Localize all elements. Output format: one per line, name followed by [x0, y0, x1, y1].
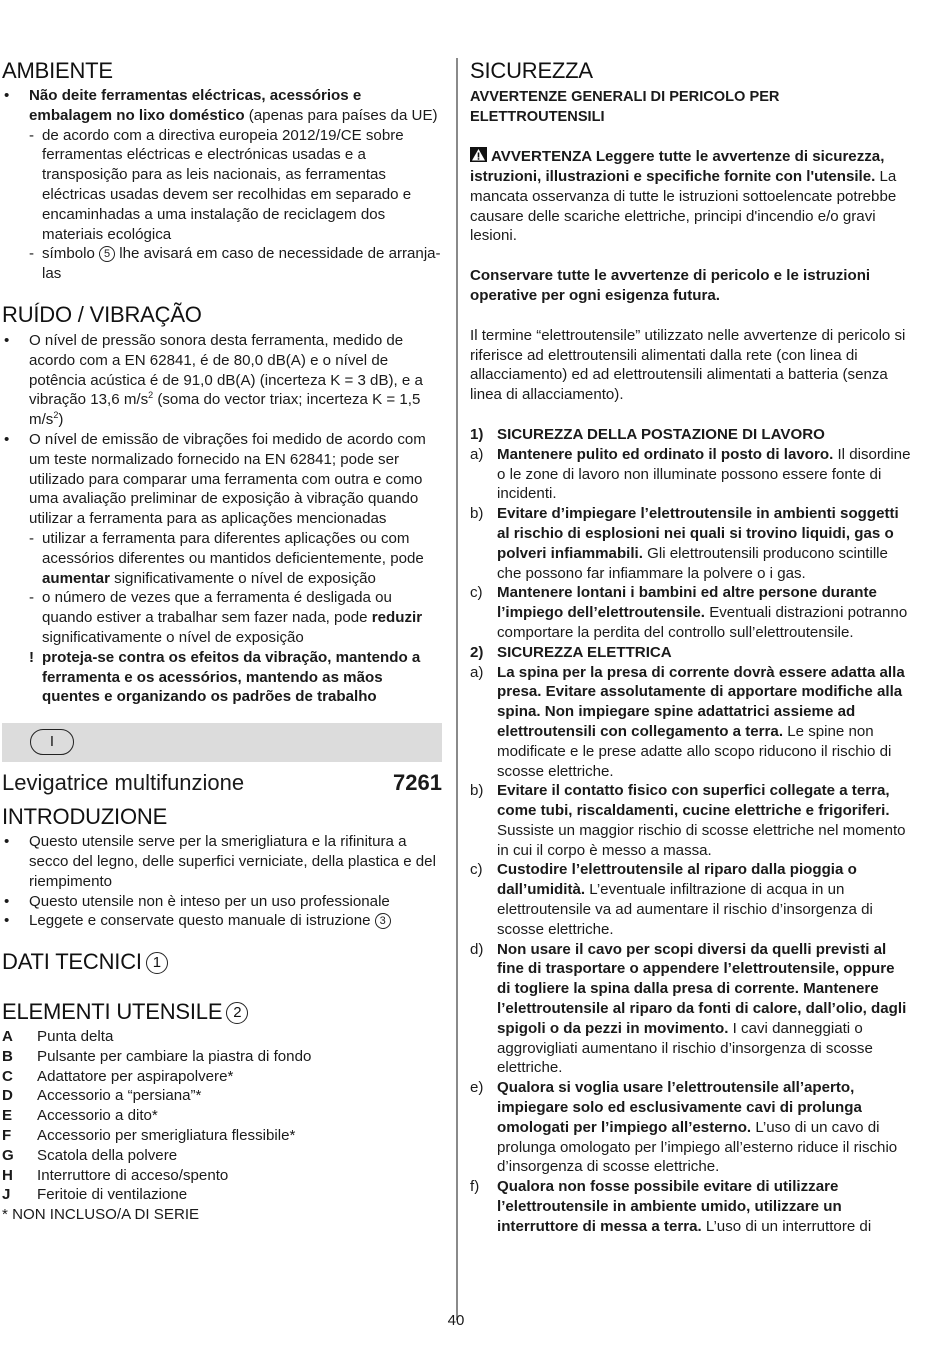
- callout-2-icon: 2: [226, 1002, 248, 1024]
- right-column: [470, 58, 912, 1237]
- parts-footnote: * NON INCLUSO/A DI SERIE: [2, 1206, 200, 1224]
- termine-paragraph: Il termine “elettroutensile” utilizzato nelle avvertenze di pericolo si riferisce ad elettroutensili alimentati dalla rete (con linea di allacciamento) ed ad elettroutensili alimentati a batteria (senza linea di allacciamento).: [470, 326, 906, 404]
- parts-row: G Scatola della polvere: [2, 1146, 178, 1164]
- parts-row: D Accessorio a “persiana”*: [2, 1087, 202, 1105]
- product-title-row: [2, 770, 442, 796]
- ambiente-bullet: • Não deite ferramentas eléctricas, acessórios e embalagem no lixo doméstico (apenas para países da UE): [2, 86, 442, 126]
- section-2-item-c: c) Custodire l’elettroutensile al riparo dalla pioggia o dall’umidità. L’eventuale infiltrazione di acqua in un elettroutensile va ad aumentare il rischio d’insorgenza di scosse elettriche.: [470, 861, 873, 938]
- section-1-item-c: c) Mantenere lontani i bambini ed altre persone durante l’impiego dell’elettroutensile. Eventuali distrazioni potranno comportare la perdita del controllo sull’elettroutensile.: [470, 584, 908, 641]
- ruido-heading: RUÍDO / VIBRAÇÃO: [2, 301, 202, 327]
- parts-row: C Adattatore per aspirapolvere*: [2, 1067, 234, 1085]
- language-bar: [2, 723, 442, 762]
- ruido-warning: ! proteja-se contra os efeitos da vibração, mantendo a ferramenta e os acessórios, mantendo as mãos quentes e organizando os padrões de trabalho: [29, 648, 421, 706]
- section-1-heading: 1) SICUREZZA DELLA POSTAZIONE DI LAVORO: [470, 425, 825, 443]
- warning-icon: [470, 147, 487, 162]
- section-1-item-a: a) Mantenere pulito ed ordinato il posto di lavoro. Il disordine o le zone di lavoro non illuminate possono essere fonte di incidenti.: [470, 445, 911, 503]
- parts-row: B Pulsante per cambiare la piastra di fondo: [2, 1047, 312, 1065]
- parts-row: F Accessorio per smerigliatura flessibile*: [2, 1127, 296, 1145]
- intro-heading: INTRODUZIONE: [2, 804, 168, 830]
- section-2-item-e: e) Qualora si voglia usare l’elettroutensile all’aperto, impiegare solo ed esclusivamente cavi di prolunga omologati per l’impiego all’esterno. L’uso di un cavo di prolunga omologato per l’impiego all’esterno riduce il rischio d’insorgenza di scosse elettriche.: [470, 1079, 898, 1176]
- conserve-paragraph: Conservare tutte le avvertenze di pericolo e le istruzioni operative per ogni esigenza futura.: [470, 267, 871, 304]
- ruido-bullet-2: • O nível de emissão de vibrações foi medido de acordo com um teste normalizado fornecido na EN 62841; pode ser utilizado para comparar uma ferramenta com outra e como uma avaliação preliminar de exposição à vibração quando utilizar a ferramenta para as aplicações mencionadas: [2, 430, 442, 529]
- ruido-bullet-1: • O nível de pressão sonora desta ferramenta, medido de acordo com a EN 62841, é de 80,0 dB(A) e o nível de potência acústica é de 91,0 dB(A) (incerteza K = 3 dB), e a vibração 13,6 $m/s^2$ (soma do vector triax; incerteza K = 1,5 $m/s^2$): [2, 331, 442, 430]
- parts-row: H Interruttore di acceso/spento: [2, 1166, 229, 1184]
- sicurezza-heading: SICUREZZA: [470, 58, 593, 83]
- parts-row: E Accessorio a dito*: [2, 1107, 158, 1125]
- parts-row: J Feritoie di ventilazione: [2, 1186, 188, 1204]
- language-badge: I: [30, 729, 74, 755]
- ruido-dash-2: - o número de vezes que a ferramenta é desligada ou quando estiver a trabalhar sem fazer nada, pode reduzir significativamente o nível de exposição: [29, 589, 423, 646]
- section-2-item-b: b) Evitare il contatto fisico con superfici collegate a terra, come tubi, riscaldamenti, cucine elettriche e frigoriferi. Sussiste un maggior rischio di scosse elettriche nel momento in cui il corpo è messo a massa.: [470, 782, 906, 859]
- product-code: 7261: [393, 770, 442, 796]
- column-divider: [456, 58, 458, 1320]
- callout-1-icon: 1: [146, 952, 168, 974]
- warning-paragraph: AVVERTENZA Leggere tutte le avvertenze di sicurezza, istruzioni, illustrazioni e specifiche fornite con l'utensile. La mancata osservanza di tutte le istruzioni sottoelencate potrebbe causare delle scariche elettriche, principi d'incendio e/o gravi lesioni.: [470, 148, 897, 245]
- section-2-item-d: d) Non usare il cavo per scopi diversi da quelli previsti al fine di trasportare o appendere l’elettroutensile, oppure di togliere la spina dalla presa di corrente. Mantenere l’elettroutensile al riparo da fonti di calore, dall’olio, dagli spigoli o da pezzi in movimento. I cavi danneggiati o aggrovigliati aumentano il rischio d’insorgenza di scosse elettriche.: [470, 940, 907, 1077]
- sicurezza-subtitle: AVVERTENZE GENERALI DI PERICOLO PER ELETTROUTENSILI: [470, 89, 780, 125]
- section-2-item-a: a) La spina per la presa di corrente dovrà essere adatta alla presa. Evitare assolutamente di apportare modifiche alla spina. Non impiegare spine adattatrici assieme ad elettroutensili con collegamento a terra. Le spine non modificate e le prese adatte allo scopo riducono il rischio di scosse elettriche.: [470, 663, 905, 780]
- intro-bullet-3: • Leggete e conservate questo manuale di istruzione 3: [2, 911, 442, 931]
- page-number: 40: [447, 1312, 465, 1329]
- callout-3-icon: 3: [375, 913, 391, 929]
- section-2-heading: 2) SICUREZZA ELETTRICA: [470, 643, 672, 661]
- elementi-heading: ELEMENTI UTENSILE 2: [2, 999, 442, 1025]
- ambiente-dash-1: - de acordo com a directiva europeia 2012/19/CE sobre ferramentas eléctricas e electrónicas usadas e a transposição para as leis nacionais, as ferramentas eléctricas usadas devem ser recolhidas em separado e encaminhadas a uma instalação de reciclagem dos materiais ecológica: [29, 126, 412, 243]
- parts-row: A Punta delta: [2, 1028, 114, 1046]
- ruido-dash-1: - utilizar a ferramenta para diferentes aplicações ou com acessórios diferentes ou mantidos deficientemente, pode aumentar significativamente o nível de exposição: [29, 529, 424, 587]
- ambiente-heading: AMBIENTE: [2, 58, 113, 83]
- ambiente-dash-2: - símbolo 5 lhe avisará em caso de necessidade de arranja-las: [29, 245, 441, 283]
- section-2-item-f: f) Qualora non fosse possibile evitare di utilizzare l’elettroutensile in ambiente umido, utilizzare un interruttore di messa a terra. L’uso di un interruttore di: [470, 1178, 872, 1235]
- intro-bullet-1: • Questo utensile serve per la smerigliatura e la rifinitura a secco del legno, delle superfici verniciate, della plastica e del riempimento: [2, 832, 442, 891]
- callout-5-icon: 5: [99, 246, 115, 262]
- parts-list: [2, 1027, 442, 1225]
- left-column: [2, 58, 442, 1225]
- dati-heading: DATI TECNICI 1: [2, 949, 442, 975]
- section-1-item-b: b) Evitare d’impiegare l’elettroutensile in ambienti soggetti al rischio di esplosioni nei quali si trovino liquidi, gas o polveri infiammabili. Gli elettroutensili producono scintille che possono far infiammare la polvere o i gas.: [470, 505, 899, 582]
- intro-bullet-2: • Questo utensile non è inteso per un uso professionale: [2, 892, 442, 912]
- exclamation-icon: !: [29, 648, 35, 666]
- product-title: Levigatrice multifunzione: [2, 770, 245, 796]
